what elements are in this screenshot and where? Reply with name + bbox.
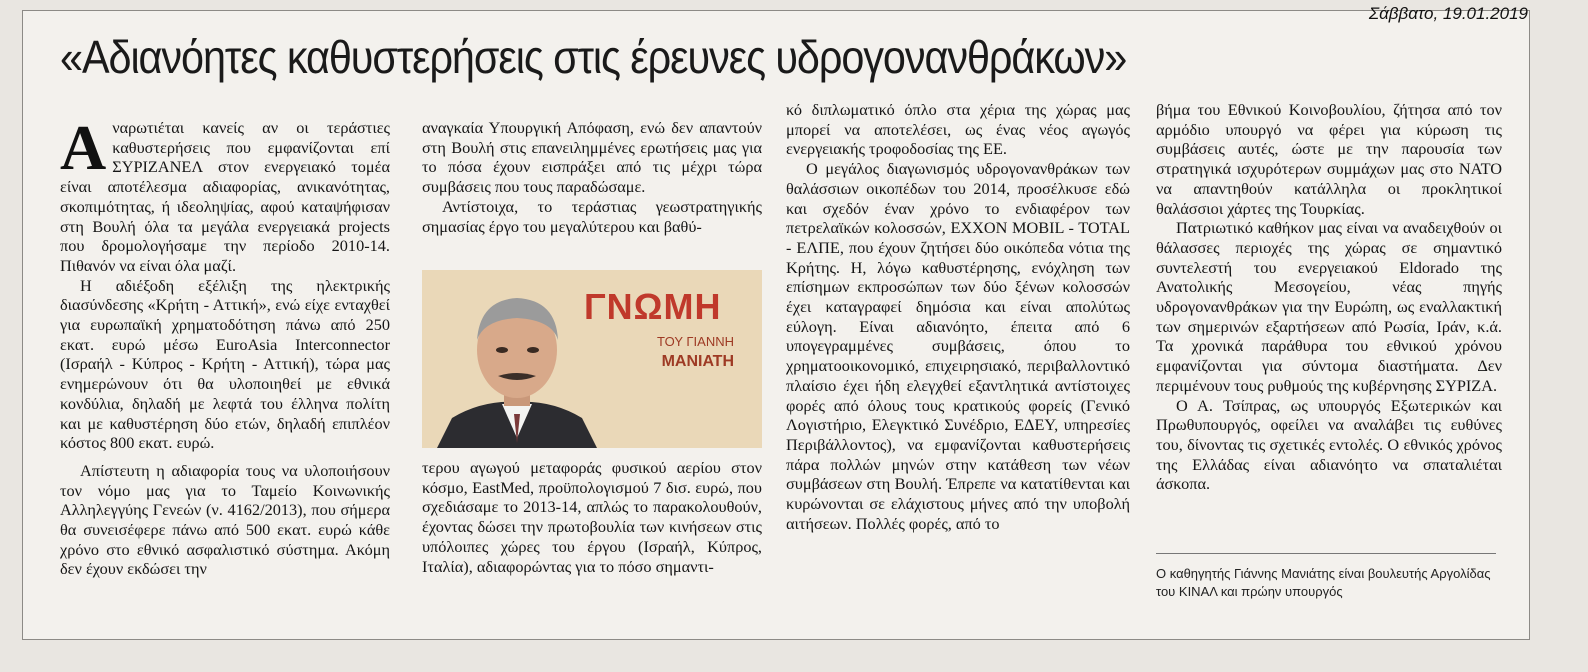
paragraph: Αντίστοιχα, το τεράστιας γεωστρατηγικής σημασίας έργο του μεγαλύτερου και βαθύ-: [422, 196, 762, 236]
author-bio: Ο καθηγητής Γιάννης Μανιάτης είναι βουλευτής Αργολίδας του ΚΙΝΑΛ και πρώην υπουργός: [1156, 566, 1491, 599]
paragraph: κό διπλωματικό όπλο στα χέρια της χώρας μας μπορεί να αποτελέσει, ως ένας νέος αγωγός ενεργειακής τροφοδοσίας της ΕΕ.: [786, 100, 1130, 159]
article-column-3: [786, 100, 1130, 533]
article-headline: «Αδιανόητες καθυστερήσεις στις έρευνες υδρογονανθράκων»: [60, 31, 1127, 83]
paragraph: Πατριωτικό καθήκον μας είναι να αναδειχθούν οι θάλασσες περιοχές της χώρας σε σημαντικό συντελεστή του ενεργειακού Eldorado της Ανατολικής Μεσογείου, νέας πηγής υδρογονανθράκων για την Ευρώπη, ως εναλλακτική των σημερινών εξαρτήσεων από Ρωσία, Ιράν, κ.ά. Τα χρονικά παράθυρα του εθνικού χρόνου εμφανίζονται για σύντομα διαστήματα. Δεν περιμένουν τους ρυθμούς της κυβέρνησης ΣΥΡΙΖΑ.: [1156, 218, 1502, 395]
article-column-4: [1156, 100, 1502, 494]
paragraph: Αναρωτιέται κανείς αν οι τεράστιες καθυστερήσεις που εμφανίζονται επί ΣΥΡΙΖΑΝΕΛ στον ενεργειακό τομέα είναι αποτέλεσμα αδιαφορίας, ανικανότητας, σκοπιμότητας, ή ιδεοληψίας, αφού καταψήφισαν στη Βουλή όλα τα μεγάλα ενεργειακά projects που δρομολογήσαμε την περίοδο 2010-14. Πιθανόν να είναι όλα μαζί.: [60, 112, 390, 275]
drop-cap: Α: [60, 112, 107, 183]
author-portrait: [432, 278, 602, 448]
paragraph: αναγκαία Υπουργική Απόφαση, ενώ δεν απαντούν στη Βουλή στις επανειλημμένες ερωτήσεις μας για το πόσα έχουν εισπράξει από τις μέχρι τώρα συμβάσεις που τους παραδώσαμε.: [422, 118, 762, 197]
article-column-1: [60, 112, 390, 579]
paragraph: Η αδιέξοδη εξέλιξη της ηλεκτρικής διασύνδεσης «Κρήτη - Αττική», ενώ είχε ενταχθεί για ευρωπαϊκή χρηματοδότηση πάνω από 250 εκατ. ευρώ μέσω EuroAsia Interconnector (Ισραήλ - Κύπρος - Κρήτη - Αττική), τώρα μας ενημερώνουν ότι θα υλοποιηθεί με εθνικά κονδύλια, δηλαδή με λεφτά του έλληνα πολίτη και με καθυστέρηση δύο ετών, δηλαδή επιπλέον κόστος 800 εκατ. ευρώ.: [60, 275, 390, 453]
paragraph: Ο μεγάλος διαγωνισμός υδρογονανθράκων των θαλάσσιων οικοπέδων του 2014, προσέλκυσε εδώ και σχεδόν έναν χρόνο το ενδιαφέρον των πετρελαϊκών κολοσσών, EXXON MOBIL - TOTAL - ΕΛΠΕ, που έχουν ζητήσει δύο οικόπεδα νότια της Κρήτης. Η, λόγω καθυστέρησης, ενόχληση των επίσημων εκπροσώπων των δύο ξένων κολοσσών έχει καταγραφεί δημόσια και είναι απολύτως εύλογη. Είναι αδιανόητο, έπειτα από 6 υπογεγραμμένες συμβάσεις, όπου το χρηματοοικονομικό, επιχειρησιακό, περιβαλλοντικό πλαίσιο έχει ήδη ελεγχθεί εξαντλητικά αντίστοιχες φορές από όλους τους κρατικούς φορείς (Γενικό Λογιστήριο, Ελεγκτικό Συνέδριο, ΕΔΕΥ, υπηρεσίες Περιβάλλοντος), να εμφανίζονται καθυστερήσεις πάρα πολλών μηνών στην κατάθεση των νέων συμβάσεων στη Βουλή. Έπρεπε να κατατίθενται και κυρώνονται σε ελάχιστους μήνες από την υποβολή αιτήσεων. Πολλές φορές, από το: [786, 159, 1130, 533]
author-byline: ΤΟΥ ΓΙΑΝΝΗ ΜΑΝΙΑΤΗ: [656, 334, 734, 370]
publication-date: Σάββατο, 19.01.2019: [1368, 4, 1528, 23]
opinion-box: [422, 270, 762, 448]
paragraph: βήμα του Εθνικού Κοινοβουλίου, ζήτησα από τον αρμόδιο υπουργό να φέρει για κύρωση τις συμβάσεις αυτές, ώστε με την παρουσία των στρατηγικά ισχυρότερων συμμάχων μας στο ΝΑΤΟ να απαντηθούν κατάλληλα οι προκλητικοί θαλάσσιοι χάρτες της Τουρκίας.: [1156, 100, 1502, 218]
paragraph: Απίστευτη η αδιαφορία τους να υλοποιήσουν τον νόμο μας για το Ταμείο Κοινωνικής Αλληλεγγύης Γενεών (ν. 4162/2013), που σήμερα θα συνεισέφερε πάνω από 500 εκατ. ευρώ κάθε χρόνο στο εθνικό ασφαλιστικό σύστημα. Ακόμη δεν έχουν εκδώσει την: [60, 460, 390, 579]
opinion-label: ΓΝΩΜΗ: [584, 286, 722, 327]
divider: [1156, 553, 1496, 554]
article-column-2-continued: [422, 458, 762, 576]
article-column-2: [422, 118, 762, 236]
paragraph: Ο Α. Τσίπρας, ως υπουργός Εξωτερικών και Πρωθυπουργός, οφείλει να αναλάβει τις ευθύνες του, δίνοντας τις σχετικές εντολές. Ο εθνικός χρόνος της Ελλάδας είναι αδιανόητο να σπαταλιέται άσκοπα.: [1156, 395, 1502, 494]
paragraph: τερου αγωγού μεταφοράς φυσικού αερίου στον κόσμο, EastMed, προϋπολογισμού 7 δισ. ευρώ, που σχεδιάσαμε το 2013-14, απλώς το παρακολουθούν, έχοντας δώσει την πρωτοβουλία των κινήσεων στις υπόλοιπες χώρες του έργου (Ισραήλ, Κύπρος, Ιταλία), αδιαφορώντας για το πόσο σημαντι-: [422, 458, 762, 576]
